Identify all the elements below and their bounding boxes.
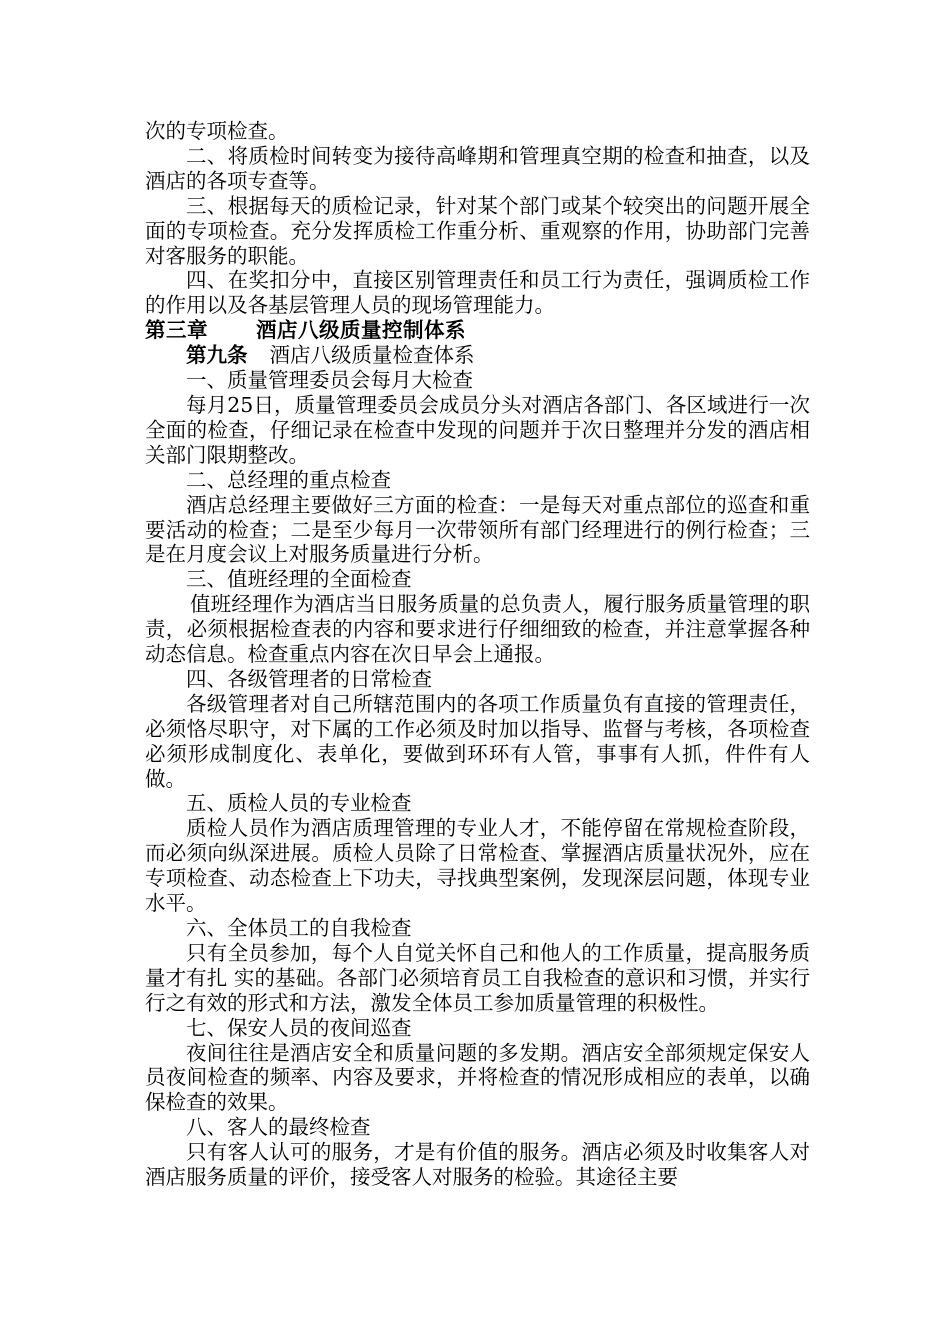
article-title: 酒店八级质量检查体系 (269, 343, 475, 368)
section-body: 值班经理作为酒店当日服务质量的总负责人，履行服务质量管理的职责，必须根据检查表的内容和要求进行仔细细致的检查，并注意掌握各种动态信息。检查重点内容在次日早会上通报。 (145, 592, 810, 667)
section-body: 夜间往往是酒店安全和质量问题的多发期。酒店安全部须规定保安人员夜间检查的频率、内容及要求，并将检查的情况形成相应的表单，以确保检查的效果。 (145, 1040, 810, 1115)
article-heading (145, 343, 810, 368)
section-body: 质检人员作为酒店质理管理的专业人才，不能停留在常规检查阶段，而必须向纵深进展。质检人员除了日常检查、掌握酒店质量状况外，应在专项检查、动态检查上下功夫，寻找典型案例，发现深层问题，体现专业水平。 (145, 816, 810, 916)
chapter-number: 第三章 (145, 318, 208, 343)
paragraph: 四、在奖扣分中，直接区别管理责任和员工行为责任，强调质检工作的作用以及各基层管理人员的现场管理能力。 (145, 268, 810, 318)
section-body: 各级管理者对自己所辖范围内的各项工作质量负有直接的管理责任，必须恪尽职守，对下属的工作必须及时加以指导、监督与考核，各项检查必须形成制度化、表单化，要做到环环有人管，事事有人抓，件件有人做。 (145, 691, 810, 791)
paragraph: 二、将质检时间转变为接待高峰期和管理真空期的检查和抽查，以及酒店的各项专查等。 (145, 143, 810, 193)
section-heading: 四、各级管理者的日常检查 (186, 666, 432, 691)
section-heading: 一、质量管理委员会每月大检查 (186, 368, 473, 393)
section-heading: 七、保安人员的夜间巡查 (186, 1015, 412, 1040)
section-body: 每月25日，质量管理委员会成员分头对酒店各部门、各区域进行一次全面的检查，仔细记录在检查中发现的问题并于次日整理并分发的酒店相关部门限期整改。 (145, 392, 810, 467)
section-heading: 五、质检人员的专业检查 (186, 791, 412, 816)
section-body: 酒店总经理主要做好三方面的检查：一是每天对重点部位的巡查和重要活动的检查；二是至少每月一次带领所有部门经理进行的例行检查；三是在月度会议上对服务质量进行分析。 (145, 492, 810, 567)
section-heading: 二、总经理的重点检查 (186, 467, 391, 492)
section-heading: 八、客人的最终检查 (186, 1115, 371, 1140)
section-heading: 三、值班经理的全面检查 (186, 567, 412, 592)
chapter-title: 酒店八级质量控制体系 (256, 318, 466, 343)
paragraph-continuation: 次的专项检查。 (145, 119, 289, 143)
document-body (145, 119, 810, 1190)
section-heading: 六、全体员工的自我检查 (186, 916, 412, 940)
paragraph: 三、根据每天的质检记录，针对某个部门或某个较突出的问题开展全面的专项检查。充分发挥质检工作重分析、重观察的作用，协助部门完善对客服务的职能。 (145, 193, 810, 268)
article-number: 第九条 (186, 343, 248, 368)
section-body: 只有客人认可的服务，才是有价值的服务。酒店必须及时收集客人对酒店服务质量的评价，接受客人对服务的检验。其途径主要 (145, 1140, 810, 1190)
section-body: 只有全员参加，每个人自觉关怀自己和他人的工作质量，提高服务质量才有扎 实的基础。各部门必须培育员工自我检查的意识和习惯，并实行行之有效的形式和方法，激发全体员工参加质量管理的积极性。 (145, 940, 810, 1015)
chapter-heading (145, 318, 810, 343)
